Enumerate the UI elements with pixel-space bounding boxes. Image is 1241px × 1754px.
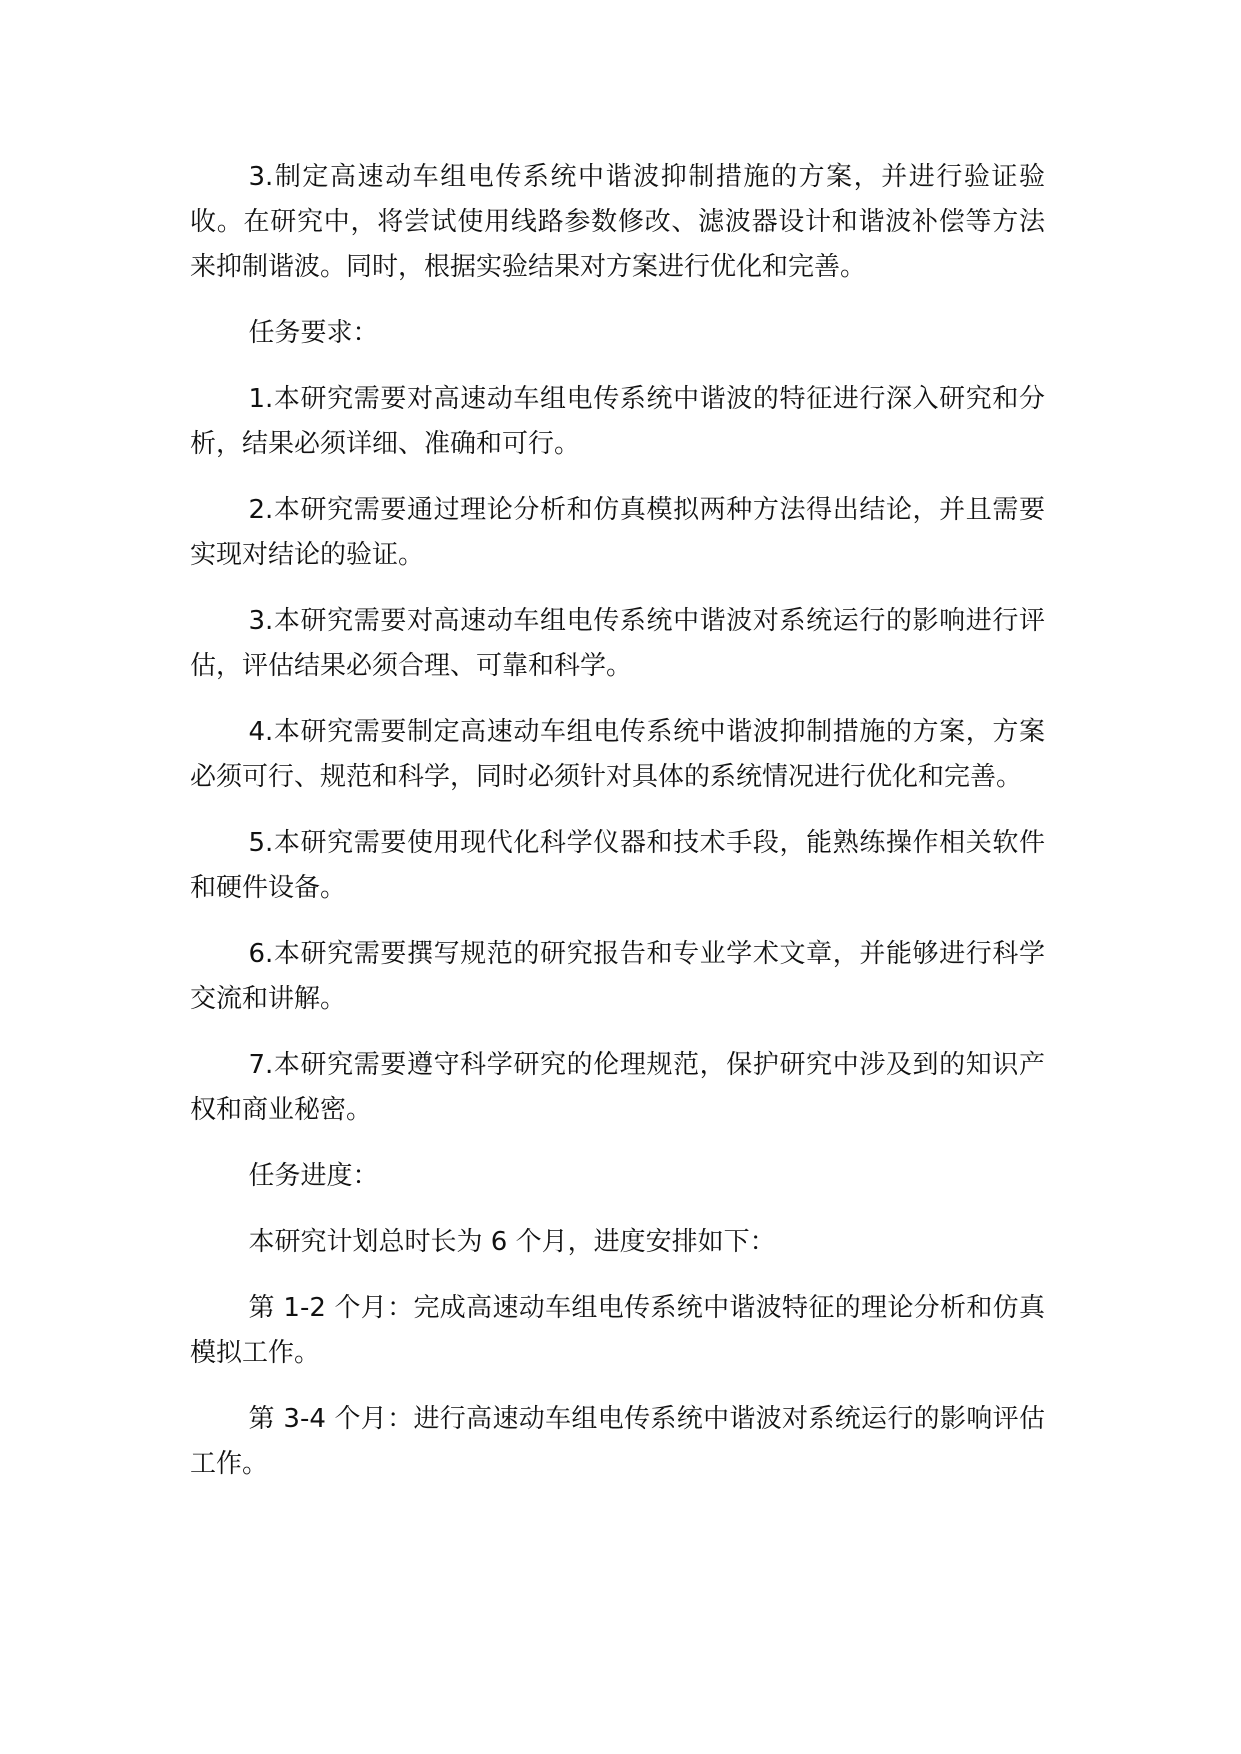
schedule-month-3-4: 第 3-4 个月：进行高速动车组电传系统中谐波对系统运行的影响评估工作。 [190,1404,1045,1479]
heading-task-requirements: 任务要求： [248,318,379,348]
requirement-6: 6.本研究需要撰写规范的研究报告和专业学术文章，并能够进行科学交流和讲解。 [190,939,1045,1014]
schedule-intro: 本研究计划总时长为 6 个月，进度安排如下： [248,1227,776,1257]
schedule-month-1-2: 第 1-2 个月：完成高速动车组电传系统中谐波特征的理论分析和仿真模拟工作。 [190,1293,1045,1368]
requirement-2: 2.本研究需要通过理论分析和仿真模拟两种方法得出结论，并且需要实现对结论的验证。 [190,495,1045,570]
paragraph-step3-suppression-plan: 3.制定高速动车组电传系统中谐波抑制措施的方案，并进行验证验收。在研究中，将尝试使用线路参数修改、滤波器设计和谐波补偿等方法来抑制谐波。同时，根据实验结果对方案进行优化和完善。 [190,162,1045,282]
requirement-1: 1.本研究需要对高速动车组电传系统中谐波的特征进行深入研究和分析，结果必须详细、准确和可行。 [190,384,1045,459]
heading-task-schedule: 任务进度： [248,1161,379,1191]
requirement-4: 4.本研究需要制定高速动车组电传系统中谐波抑制措施的方案，方案必须可行、规范和科学，同时必须针对具体的系统情况进行优化和完善。 [190,717,1045,792]
requirement-3: 3.本研究需要对高速动车组电传系统中谐波对系统运行的影响进行评估，评估结果必须合理、可靠和科学。 [190,606,1045,681]
requirement-5: 5.本研究需要使用现代化科学仪器和技术手段，能熟练操作相关软件和硬件设备。 [190,828,1045,903]
requirement-7: 7.本研究需要遵守科学研究的伦理规范，保护研究中涉及到的知识产权和商业秘密。 [190,1050,1045,1125]
document-body [190,155,1045,1508]
